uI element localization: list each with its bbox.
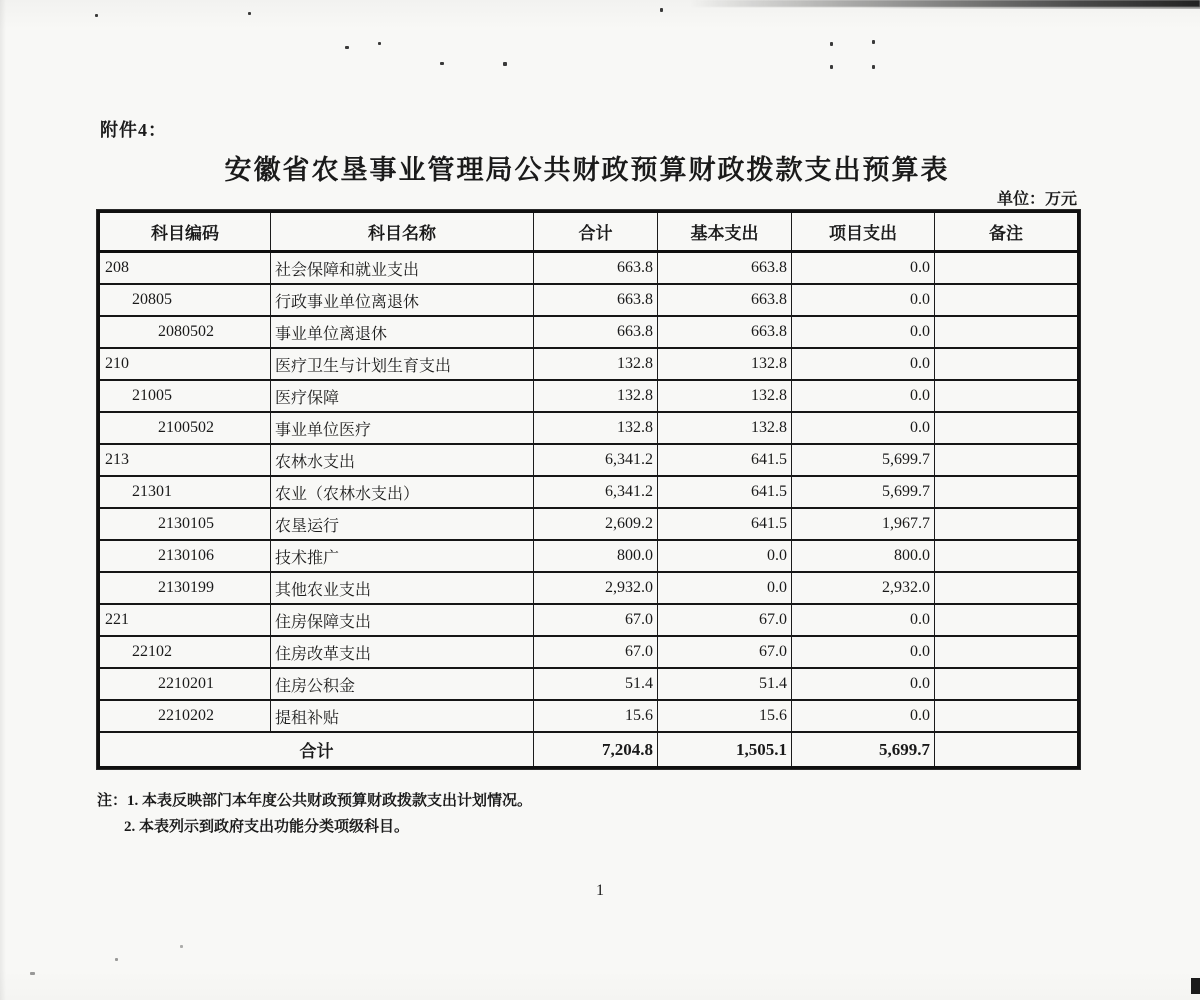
cell-subject-name: 技术推广 bbox=[271, 540, 534, 572]
table-row bbox=[99, 508, 1079, 540]
cell-total: 67.0 bbox=[534, 604, 658, 636]
table-row bbox=[99, 444, 1079, 476]
cell-project-expend: 800.0 bbox=[792, 540, 935, 572]
total-row-basic: 1,505.1 bbox=[658, 732, 792, 768]
table-row bbox=[99, 316, 1079, 348]
unit-label: 单位：万元 bbox=[996, 191, 1077, 208]
cell-total: 67.0 bbox=[534, 636, 658, 668]
cell-project-expend: 1,967.7 bbox=[792, 508, 935, 540]
cell-project-expend: 5,699.7 bbox=[792, 476, 935, 508]
cell-basic-expend: 641.5 bbox=[658, 508, 792, 540]
cell-subject-code: 2210201 bbox=[99, 668, 271, 700]
cell-subject-name: 社会保障和就业支出 bbox=[271, 252, 534, 285]
cell-remarks bbox=[935, 444, 1079, 476]
scan-speck bbox=[872, 65, 875, 69]
cell-remarks bbox=[935, 668, 1079, 700]
cell-project-expend: 0.0 bbox=[792, 636, 935, 668]
cell-total: 663.8 bbox=[534, 284, 658, 316]
cell-subject-name: 农林水支出 bbox=[271, 444, 534, 476]
header-row bbox=[99, 212, 1079, 252]
scan-speck bbox=[378, 42, 381, 45]
scan-speck bbox=[872, 40, 875, 44]
cell-total: 800.0 bbox=[534, 540, 658, 572]
header-subject-name: 科目名称 bbox=[271, 212, 534, 252]
cell-subject-code: 22102 bbox=[99, 636, 271, 668]
header-total: 合计 bbox=[534, 212, 658, 252]
cell-subject-name: 事业单位医疗 bbox=[271, 412, 534, 444]
cell-remarks bbox=[935, 604, 1079, 636]
cell-subject-code: 208 bbox=[99, 252, 271, 285]
cell-subject-name: 住房改革支出 bbox=[271, 636, 534, 668]
footnotes bbox=[97, 788, 997, 840]
scan-speck bbox=[115, 958, 118, 961]
cell-subject-code: 20805 bbox=[99, 284, 271, 316]
cell-subject-name: 行政事业单位离退休 bbox=[271, 284, 534, 316]
cell-basic-expend: 0.0 bbox=[658, 572, 792, 604]
cell-project-expend: 2,932.0 bbox=[792, 572, 935, 604]
scan-speck bbox=[830, 65, 833, 69]
header-basic-expend: 基本支出 bbox=[658, 212, 792, 252]
table-row bbox=[99, 572, 1079, 604]
cell-basic-expend: 132.8 bbox=[658, 348, 792, 380]
cell-remarks bbox=[935, 412, 1079, 444]
cell-remarks bbox=[935, 636, 1079, 668]
table-header bbox=[99, 212, 1079, 252]
header-remarks: 备注 bbox=[935, 212, 1079, 252]
scan-speck bbox=[345, 46, 349, 49]
cell-project-expend: 5,699.7 bbox=[792, 444, 935, 476]
budget-table bbox=[97, 210, 1080, 769]
cell-basic-expend: 0.0 bbox=[658, 540, 792, 572]
cell-basic-expend: 51.4 bbox=[658, 668, 792, 700]
scan-speck bbox=[30, 972, 35, 975]
cell-basic-expend: 15.6 bbox=[658, 700, 792, 732]
cell-remarks bbox=[935, 508, 1079, 540]
cell-total: 132.8 bbox=[534, 348, 658, 380]
scan-edge-shade bbox=[0, 0, 6, 1000]
cell-subject-code: 213 bbox=[99, 444, 271, 476]
table-body bbox=[99, 252, 1079, 733]
cell-basic-expend: 132.8 bbox=[658, 380, 792, 412]
cell-basic-expend: 132.8 bbox=[658, 412, 792, 444]
scan-streak-top bbox=[690, 0, 1200, 7]
header-project-expend: 项目支出 bbox=[792, 212, 935, 252]
attachment-label: 附件4： bbox=[100, 120, 167, 140]
cell-remarks bbox=[935, 252, 1079, 285]
cell-remarks bbox=[935, 284, 1079, 316]
page-title: 安徽省农垦事业管理局公共财政预算财政拨款支出预算表 bbox=[224, 155, 950, 185]
cell-total: 663.8 bbox=[534, 316, 658, 348]
cell-remarks bbox=[935, 380, 1079, 412]
cell-project-expend: 0.0 bbox=[792, 668, 935, 700]
total-row-total: 7,204.8 bbox=[534, 732, 658, 768]
cell-project-expend: 0.0 bbox=[792, 252, 935, 285]
table-row bbox=[99, 284, 1079, 316]
cell-total: 2,932.0 bbox=[534, 572, 658, 604]
table-row bbox=[99, 540, 1079, 572]
scan-speck bbox=[95, 14, 98, 17]
cell-basic-expend: 67.0 bbox=[658, 636, 792, 668]
table-row bbox=[99, 604, 1079, 636]
total-row-project: 5,699.7 bbox=[792, 732, 935, 768]
cell-remarks bbox=[935, 348, 1079, 380]
table-row bbox=[99, 700, 1079, 732]
cell-basic-expend: 641.5 bbox=[658, 476, 792, 508]
cell-total: 132.8 bbox=[534, 412, 658, 444]
scan-speck bbox=[503, 62, 507, 66]
cell-project-expend: 0.0 bbox=[792, 604, 935, 636]
cell-subject-name: 提租补贴 bbox=[271, 700, 534, 732]
table-row bbox=[99, 412, 1079, 444]
cell-subject-code: 221 bbox=[99, 604, 271, 636]
cell-basic-expend: 663.8 bbox=[658, 316, 792, 348]
cell-remarks bbox=[935, 572, 1079, 604]
cell-total: 15.6 bbox=[534, 700, 658, 732]
cell-subject-name: 住房公积金 bbox=[271, 668, 534, 700]
table-footer bbox=[99, 732, 1079, 768]
cell-project-expend: 0.0 bbox=[792, 380, 935, 412]
cell-project-expend: 0.0 bbox=[792, 284, 935, 316]
cell-subject-name: 事业单位离退休 bbox=[271, 316, 534, 348]
cell-basic-expend: 67.0 bbox=[658, 604, 792, 636]
cell-total: 132.8 bbox=[534, 380, 658, 412]
cell-total: 6,341.2 bbox=[534, 444, 658, 476]
page-number: 1 bbox=[596, 882, 604, 899]
cell-subject-code: 2130106 bbox=[99, 540, 271, 572]
cell-basic-expend: 663.8 bbox=[658, 252, 792, 285]
scan-speck bbox=[180, 945, 183, 948]
cell-subject-name: 农垦运行 bbox=[271, 508, 534, 540]
cell-total: 6,341.2 bbox=[534, 476, 658, 508]
total-row-note bbox=[935, 732, 1079, 768]
total-row bbox=[99, 732, 1079, 768]
scan-speck bbox=[248, 12, 251, 15]
table-row bbox=[99, 380, 1079, 412]
cell-remarks bbox=[935, 700, 1079, 732]
cell-remarks bbox=[935, 540, 1079, 572]
table-row bbox=[99, 636, 1079, 668]
table-row bbox=[99, 668, 1079, 700]
cell-subject-code: 2130199 bbox=[99, 572, 271, 604]
cell-subject-code: 2100502 bbox=[99, 412, 271, 444]
scan-speck bbox=[440, 62, 444, 65]
cell-remarks bbox=[935, 316, 1079, 348]
table-row bbox=[99, 348, 1079, 380]
cell-project-expend: 0.0 bbox=[792, 412, 935, 444]
cell-project-expend: 0.0 bbox=[792, 348, 935, 380]
cell-subject-name: 农业（农林水支出） bbox=[271, 476, 534, 508]
cell-total: 51.4 bbox=[534, 668, 658, 700]
scan-corner-mark bbox=[1191, 978, 1200, 994]
cell-subject-name: 住房保障支出 bbox=[271, 604, 534, 636]
cell-total: 2,609.2 bbox=[534, 508, 658, 540]
cell-subject-code: 2210202 bbox=[99, 700, 271, 732]
cell-basic-expend: 641.5 bbox=[658, 444, 792, 476]
cell-subject-code: 21005 bbox=[99, 380, 271, 412]
total-row-label: 合计 bbox=[99, 732, 534, 768]
scan-streak-top-2 bbox=[860, 6, 1200, 9]
cell-subject-code: 210 bbox=[99, 348, 271, 380]
cell-total: 663.8 bbox=[534, 252, 658, 285]
cell-remarks bbox=[935, 476, 1079, 508]
scan-speck bbox=[660, 8, 663, 12]
cell-subject-code: 2130105 bbox=[99, 508, 271, 540]
footnote-2: 2. 本表列示到政府支出功能分类项级科目。 bbox=[124, 819, 410, 835]
cell-subject-code: 2080502 bbox=[99, 316, 271, 348]
table-row bbox=[99, 476, 1079, 508]
table-row bbox=[99, 252, 1079, 285]
cell-subject-name: 医疗保障 bbox=[271, 380, 534, 412]
header-subject-code: 科目编码 bbox=[99, 212, 271, 252]
scan-speck bbox=[830, 42, 833, 46]
cell-basic-expend: 663.8 bbox=[658, 284, 792, 316]
cell-project-expend: 0.0 bbox=[792, 700, 935, 732]
cell-subject-name: 其他农业支出 bbox=[271, 572, 534, 604]
cell-project-expend: 0.0 bbox=[792, 316, 935, 348]
cell-subject-code: 21301 bbox=[99, 476, 271, 508]
cell-subject-name: 医疗卫生与计划生育支出 bbox=[271, 348, 534, 380]
footnote-1: 注：1. 本表反映部门本年度公共财政预算财政拨款支出计划情况。 bbox=[97, 793, 533, 809]
